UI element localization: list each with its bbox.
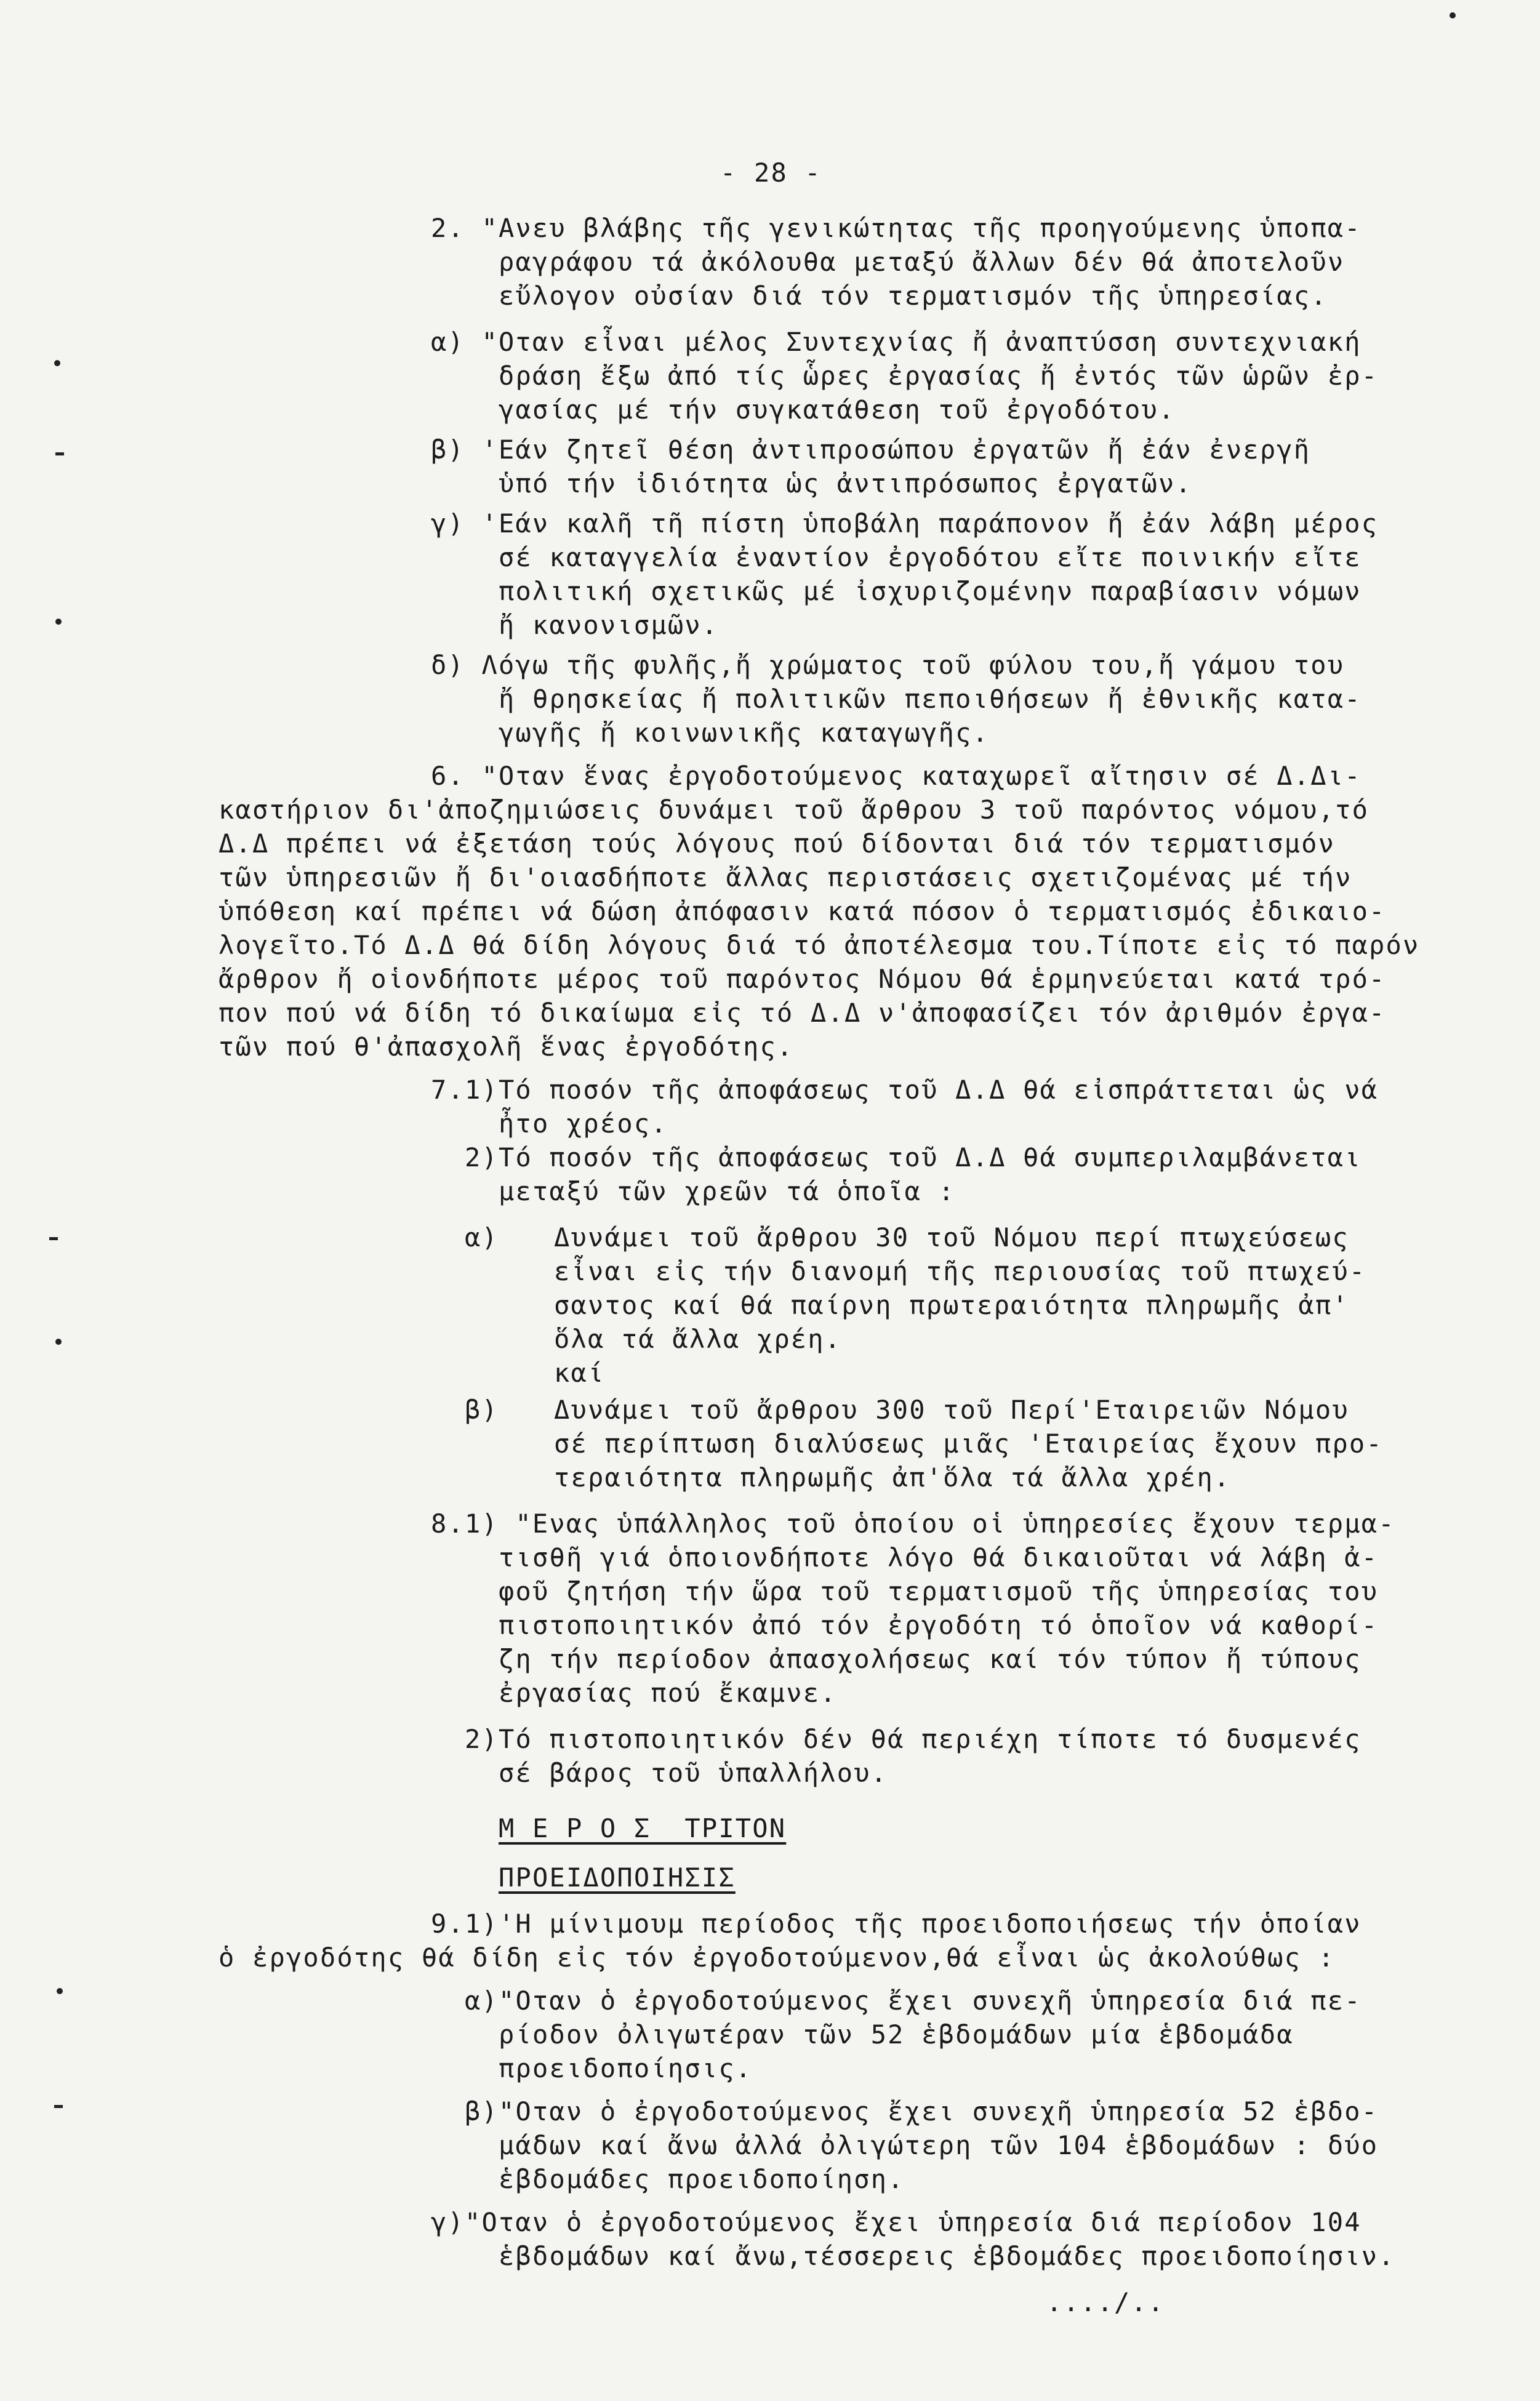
text-line: εὔλογον οὐσίαν διά τόν τερματισμόν τῆς ὑπηρεσίας.: [499, 281, 1328, 311]
text-line: μάδων καί ἄνω ἀλλά ὀλιγώτερη τῶν 104 ἑβδομάδων : δύο: [499, 2130, 1379, 2160]
section-heading: ΠΡΟΕΙΔΟΠΟΙΗΣΙΣ: [499, 1862, 736, 1893]
text-line: ἑβδομάδες προειδοποίηση.: [499, 2164, 905, 2194]
text-line: μεταξύ τῶν χρεῶν τά ὁποῖα :: [499, 1176, 956, 1206]
text-line: 2)Τό πιστοποιητικόν δέν θά περιέχη τίποτε τό δυσμενές: [465, 1724, 1362, 1754]
text-line: 8.1) "Ενας ὑπάλληλος τοῦ ὁποίου οἱ ὑπηρεσίες ἔχουν τερμα-: [431, 1509, 1395, 1539]
text-line: β)"Οταν ὁ ἐργοδοτούμενος ἔχει συνεχῆ ὑπηρεσία 52 ἑβδο-: [465, 2096, 1379, 2126]
text-line: 2. "Ανευ βλάβης τῆς γενικώτητας τῆς προηγούμενης ὑποπα-: [431, 213, 1362, 243]
section-heading: Μ Ε Ρ Ο Σ ΤΡΙΤΟΝ: [499, 1813, 787, 1843]
margin-mark: [55, 1339, 62, 1345]
text-line: ραγράφου τά ἀκόλουθα μεταξύ ἄλλων δέν θά ἀποτελοῦν: [499, 247, 1345, 277]
text-line: δράση ἔξω ἀπό τίς ὧρες ἐργασίας ἤ ἐντός τῶν ὡρῶν ἐρ-: [499, 361, 1379, 391]
text-line: β) 'Εάν ζητεῖ θέση ἀντιπροσώπου ἐργατῶν ἤ ἐάν ἐνεργῆ: [431, 435, 1311, 465]
text-line: καί: [554, 1358, 605, 1388]
text-line: Δυνάμει τοῦ ἄρθρου 300 τοῦ Περί'Εταιρειῶν Νόμου: [554, 1395, 1349, 1425]
text-line: πον πού νά δίδη τό δικαίωμα εἰς τό Δ.Δ ν'ἀποφασίζει τόν ἀριθμόν ἐργα-: [219, 998, 1386, 1028]
text-line: ὑπό τήν ἰδιότητα ὡς ἀντιπρόσωπος ἐργατῶν.: [499, 468, 1192, 499]
text-line: ἐργασίας πού ἔκαμνε.: [499, 1678, 837, 1708]
text-line: φοῦ ζητήση τήν ὥρα τοῦ τερματισμοῦ τῆς ὑπηρεσίας του: [499, 1576, 1379, 1606]
text-line: ..../..: [1046, 2287, 1165, 2317]
text-line: ὁ ἐργοδότης θά δίδη εἰς τόν ἐργοδοτούμενον,θά εἶναι ὡς ἀκολούθως :: [219, 1942, 1336, 1973]
text-line: προειδοποίησις.: [499, 2053, 753, 2083]
text-line: ὅλα τά ἄλλα χρέη.: [554, 1324, 842, 1354]
text-line: ὑπόθεση καί πρέπει νά δώση ἀπόφασιν κατά πόσον ὁ τερματισμός ἐδικαιο-: [219, 896, 1386, 926]
text-line: ἤ κανονισμῶν.: [499, 610, 719, 640]
text-line: ζη τήν περίοδον ἀπασχολήσεως καί τόν τύπον ἤ τύπους: [499, 1644, 1362, 1674]
text-line: Δυνάμει τοῦ ἄρθρου 30 τοῦ Νόμου περί πτωχεύσεως: [554, 1222, 1349, 1253]
text-line: ἤ θρησκείας ἤ πολιτικῶν πεποιθήσεων ἤ ἐθνικῆς κατα-: [499, 684, 1362, 714]
text-line: ἦτο χρέος.: [499, 1108, 668, 1139]
text-line: σέ βάρος τοῦ ὑπαλλήλου.: [499, 1758, 888, 1788]
margin-mark: [55, 619, 62, 625]
text-line: γ)"Οταν ὁ ἐργοδοτούμενος ἔχει ὑπηρεσία διά περίοδον 104: [431, 2207, 1362, 2237]
text-line: β): [465, 1395, 499, 1425]
text-line: α): [465, 1222, 499, 1253]
text-line: ρίοδον ὀλιγωτέραν τῶν 52 ἑβδομάδων μία ἑβδομάδα: [499, 2019, 1294, 2050]
text-line: ἄρθρον ἤ οἱονδήποτε μέρος τοῦ παρόντος Νόμου θά ἑρμηνεύεται κατά τρό-: [219, 964, 1386, 994]
margin-mark: [1450, 12, 1456, 18]
text-line: πιστοποιητικόν ἀπό τόν ἐργοδότη τό ὁποῖον νά καθορί-: [499, 1610, 1379, 1640]
text-line: σέ περίπτωση διαλύσεως μιᾶς 'Εταιρείας ἔχουν προ-: [554, 1429, 1383, 1459]
text-line: α) "Οταν εἶναι μέλος Συντεχνίας ἤ ἀναπτύσση συντεχνιακή: [431, 327, 1362, 357]
text-line: εἶναι εἰς τήν διανομή τῆς περιουσίας τοῦ πτωχεύ-: [554, 1256, 1366, 1286]
text-line: τῶν ὑπηρεσιῶν ἤ δι'οιασδήποτε ἄλλας περιστάσεις σχετιζομένας μέ τήν: [219, 862, 1352, 892]
text-line: Δ.Δ πρέπει νά ἐξετάση τούς λόγους πού δίδονται διά τόν τερματισμόν: [219, 828, 1336, 859]
text-line: πολιτική σχετικῶς μέ ἰσχυριζομένην παραβίασιν νόμων: [499, 576, 1362, 606]
text-line: τισθῆ γιά ὁποιονδήποτε λόγο θά δικαιοῦται νά λάβη ἀ-: [499, 1542, 1379, 1573]
text-line: 6. "Οταν ἕνας ἐργοδοτούμενος καταχωρεῖ αἴτησιν σέ Δ.Δι-: [431, 761, 1362, 791]
text-line: γ) 'Εάν καλῆ τῆ πίστη ὑποβάλη παράπονον ἤ ἐάν λάβη μέρος: [431, 508, 1379, 539]
text-line: καστήριον δι'ἀποζημιώσεις δυνάμει τοῦ ἄρθρου 3 τοῦ παρόντος νόμου,τό: [219, 795, 1370, 825]
text-line: δ) Λόγω τῆς φυλῆς,ἤ χρώματος τοῦ φύλου του,ἤ γάμου του: [431, 650, 1345, 680]
text-line: 9.1)'Η μίνιμουμ περίοδος τῆς προειδοποιήσεως τήν ὁποίαν: [431, 1909, 1362, 1939]
text-line: α)"Οταν ὁ ἐργοδοτούμενος ἔχει συνεχῆ ὑπηρεσία διά πε-: [465, 1986, 1362, 2016]
text-line: τῶν πού θ'ἀπασχολῆ ἕνας ἐργοδότης.: [219, 1032, 794, 1062]
text-line: γωγῆς ἤ κοινωνικῆς καταγωγῆς.: [499, 718, 990, 748]
margin-mark: [55, 452, 64, 455]
margin-mark: [49, 1237, 58, 1240]
page-number: - 28 -: [720, 158, 822, 188]
margin-mark: [54, 2105, 63, 2108]
text-line: γασίας μέ τήν συγκατάθεση τοῦ ἐργοδότου.: [499, 395, 1176, 425]
text-line: σαντος καί θά παίρνη πρωτεραιότητα πληρωμῆς ἀπ': [554, 1290, 1349, 1320]
text-line: ἑβδομάδων καί ἄνω,τέσσερεις ἑβδομάδες προειδοποίησιν.: [499, 2241, 1395, 2271]
text-line: λογεῖτο.Τό Δ.Δ θά δίδη λόγους διά τό ἀποτέλεσμα του.Τίποτε εἰς τό παρόν: [219, 930, 1420, 960]
text-line: 7.1)Τό ποσόν τῆς ἀποφάσεως τοῦ Δ.Δ θά εἰσπράττεται ὡς νά: [431, 1075, 1379, 1105]
text-line: σέ καταγγελία ἐναντίον ἐργοδότου εἴτε ποινικήν εἴτε: [499, 542, 1362, 572]
text-line: 2)Τό ποσόν τῆς ἀποφάσεως τοῦ Δ.Δ θά συμπεριλαμβάνεται: [465, 1142, 1362, 1172]
margin-mark: [57, 1988, 63, 1994]
margin-mark: [54, 360, 60, 366]
text-line: τεραιότητα πληρωμῆς ἀπ'ὅλα τά ἄλλα χρέη.: [554, 1462, 1231, 1493]
